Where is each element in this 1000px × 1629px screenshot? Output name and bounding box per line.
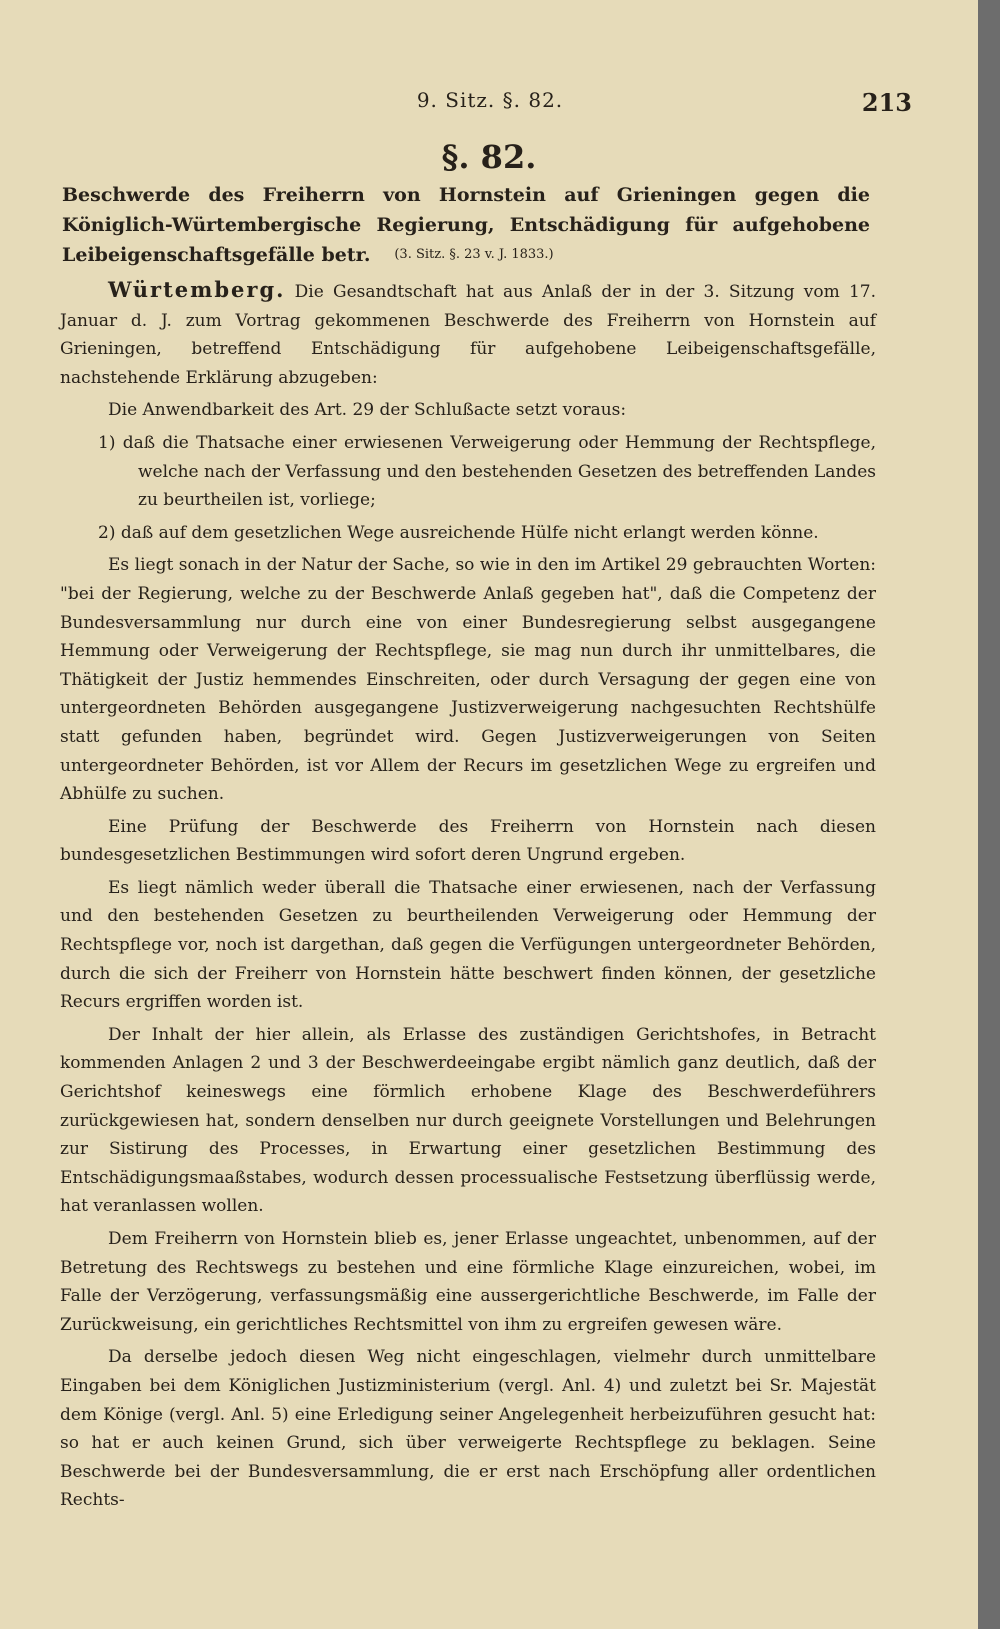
intro-paragraph [60, 276, 876, 392]
paragraph-4: Es liegt nämlich weder überall die Thatsache einer erwiesenen, nach der Verfassung und den bestehenden Gesetzen zu beurtheilenden Verweigerung oder Hemmung der Rechtspflege vor, noch ist dargethan, daß gegen die Verfügungen untergeordneter Behörden, durch die sich der Freiherr von Hornstein hätte beschwert finden können, der gesetzliche Recurs ergriffen worden ist. [60, 877, 876, 1013]
page-number: 213 [861, 88, 912, 117]
body-text [60, 276, 876, 1515]
condition-2: 2) daß auf dem gesetzlichen Wege ausreichende Hülfe nicht erlangt werden könne. [98, 522, 819, 543]
running-title: 9. Sitz. §. 82. [416, 88, 564, 112]
paragraph-1: Die Anwendbarkeit des Art. 29 der Schlußacte setzt voraus: [108, 400, 627, 421]
section-reference: (3. Sitz. §. 23 v. J. 1833.) [394, 247, 554, 262]
paragraph-7: Da derselbe jedoch diesen Weg nicht eingeschlagen, vielmehr durch unmittelbare Eingaben bei dem Königlichen Justizministerium (vergl. Anl. 4) und zuletzt bei Sr. Majestät dem Könige (vergl. Anl. 5) eine Erledigung seiner Angelegenheit herbeizuführen gesucht hat: so hat er auch keinen Grund, sich über verweigerte Rechtspflege zu beklagen. Seine Beschwerde bei der Bundesversammlung, die er erst nach Erschöpfung aller ordentlichen Rechts- [60, 1347, 876, 1511]
state-name: Würtemberg. [108, 277, 286, 302]
paragraph-2: Es liegt sonach in der Natur der Sache, so wie in den im Artikel 29 gebrauchten Worten: "bei der Regierung, welche zu der Beschwerde Anlaß gegeben hat", daß die Competenz der Bundesversammlung nur durch eine von einer Bundesregierung selbst ausgegangene Hemmung oder Verweigerung der Rechtspflege, sie mag nun durch ihr unmittelbares, die Thätigkeit der Justiz hemmendes Einschreiten, oder durch Versagung der gegen eine von untergeordneten Behörden ausgegangene Justizverweigerung nachgesuchten Rechtshülfe statt gefunden haben, begründet wird. Gegen Justizverweigerungen von Seiten untergeordneter Behörden, ist vor Allem der Recurs im gesetzlichen Wege zu ergreifen und Abhülfe zu suchen. [60, 555, 876, 805]
condition-1: 1) daß die Thatsache einer erwiesenen Verweigerung oder Hemmung der Rechtspflege, welche nach der Verfassung und den bestehenden Gesetzen des betreffenden Landes zu beurtheilen ist, vorliege; [98, 432, 876, 511]
paragraph-6: Dem Freiherrn von Hornstein blieb es, jener Erlasse ungeachtet, unbenommen, auf der Betretung des Rechtswegs zu bestehen und eine förmliche Klage einzureichen, wobei, im Falle der Verzögerung, verfassungsmäßig eine aussergerichtliche Beschwerde, im Falle der Zurückweisung, ein gerichtliches Rechtsmittel von ihm zu ergreifen gewesen wäre. [60, 1229, 876, 1335]
paragraph-3: Eine Prüfung der Beschwerde des Freiherrn von Hornstein nach diesen bundesgesetzlichen Bestimmungen wird sofort deren Ungrund ergeben. [60, 816, 876, 866]
section-number: §. 82. [441, 138, 537, 176]
intro-text: Die Gesandtschaft hat aus Anlaß der in der 3. Sitzung vom 17. Januar d. J. zum Vortrag gekommenen Beschwerde des Freiherrn von Hornstein auf Grieningen, betreffend Entschädigung für aufgehobene Leibeigenschaftsgefälle, nachstehende Erklärung abzugeben: [60, 282, 877, 388]
section-heading: Beschwerde des Freiherrn von Hornstein auf Grieningen gegen die Königlich-Würtembergische Regierung, Entschädigung für aufgehobene Leibeigenschaftsgefälle betr. [62, 184, 870, 266]
running-head [60, 88, 920, 118]
paragraph-5: Der Inhalt der hier allein, als Erlasse des zuständigen Gerichtshofes, in Betracht kommenden Anlagen 2 und 3 der Beschwerdeeingabe ergibt nämlich ganz deutlich, daß der Gerichtshof keineswegs eine förmlich erhobene Klage des Beschwerdeführers zurückgewiesen hat, sondern denselben nur durch geeignete Vorstellungen und Belehrungen zur Sistirung des Processes, in Erwartung einer gesetzlichen Bestimmung des Entschädigungsmaaßstabes, wodurch dessen processualische Festsetzung überflüssig werde, hat veranlassen wollen. [60, 1024, 876, 1217]
